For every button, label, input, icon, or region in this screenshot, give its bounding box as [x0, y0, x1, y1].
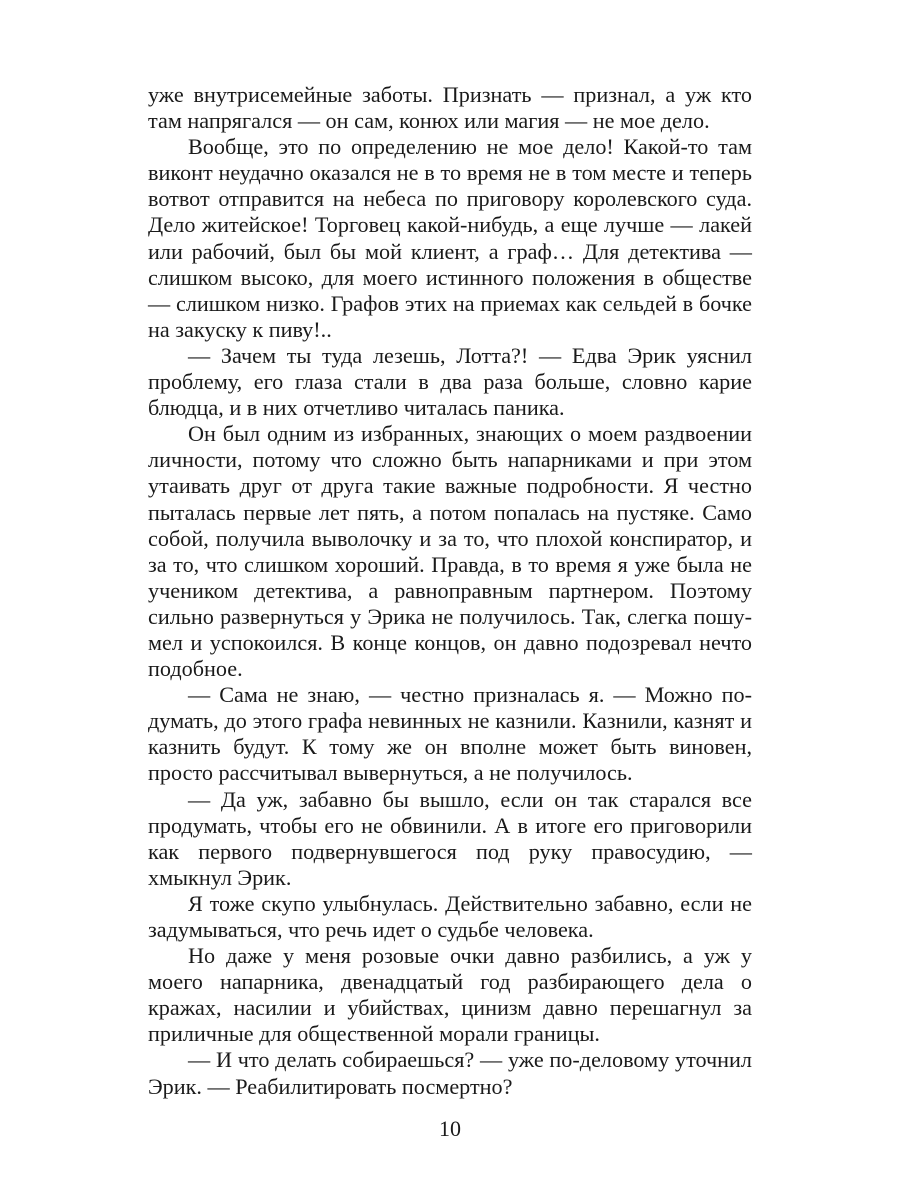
paragraph-3: — Зачем ты туда лезешь, Лотта?! — Едва Эрик уяснил проблему, его глаза стали в два раза больше, словно карие блюдца, и в них отчетливо читалась паника.: [148, 342, 752, 421]
paragraph-9: — И что делать собираешься? — уже по-деловому уточнил Эрик. — Реабилитировать посмертно?: [148, 1047, 752, 1099]
paragraph-5: — Сама не знаю, — честно призналась я. — Можно подумать, до этого графа невинных не казнили. Казнили, казнят и казнить будут. К тому же он вполне может быть виновен, просто рассчитывал вывернуться, а не получилось.: [148, 682, 752, 786]
paragraph-6: — Да уж, забавно бы вышло, если он так старался все продумать, чтобы его не обвинили. А в итоге его приговорили как первого подвернувшегося под руку правосудию, — хмыкнул Эрик.: [148, 786, 752, 890]
paragraph-2: Вообще, это по определению не мое дело! Какой-то там виконт неудачно оказался не в то время не в том месте и теперь вотвот отправится на небеса по приговору королевского суда. Дело житейское! Торговец какой-нибудь, а еще лучше — лакей или рабочий, был бы мой клиент, а граф… Для детектива — слишком высоко, для моего истинного положения в обществе — слишком низко. Графов этих на приемах как сельдей в бочке на закуску к пиву!..: [148, 134, 752, 342]
paragraph-4: Он был одним из избранных, знающих о моем раздвоении личности, потому что сложно быть напарниками и при этом утаивать друг от друга такие важные подробности. Я честно пыталась первые лет пять, а потом попалась на пустяке. Само собой, получила выволочку и за то, что плохой конспиратор, и за то, что слишком хороший. Правда, в то время я уже была не учеником детектива, а равноправным партнером. Поэтому сильно развернуться у Эрика не получилось. Так, слегка пошумел и успокоился. В конце концов, он давно подозревал нечто подобное.: [148, 421, 752, 682]
paragraph-8: Но даже у меня розовые очки давно разбились, а уж у моего напарника, двенадцатый год разбирающего дела о кражах, насилии и убийствах, цинизм давно перешагнул за приличные для общественной морали границы.: [148, 943, 752, 1047]
page-body: [148, 82, 752, 1100]
paragraph-7: Я тоже скупо улыбнулась. Действительно забавно, если не задумываться, что речь идет о судьбе человека.: [148, 890, 752, 942]
paragraph-1: уже внутрисемейные заботы. Признать — признал, а уж кто там напрягался — он сам, конюх или магия — не мое дело.: [148, 82, 752, 134]
page-number: 10: [439, 1116, 461, 1141]
